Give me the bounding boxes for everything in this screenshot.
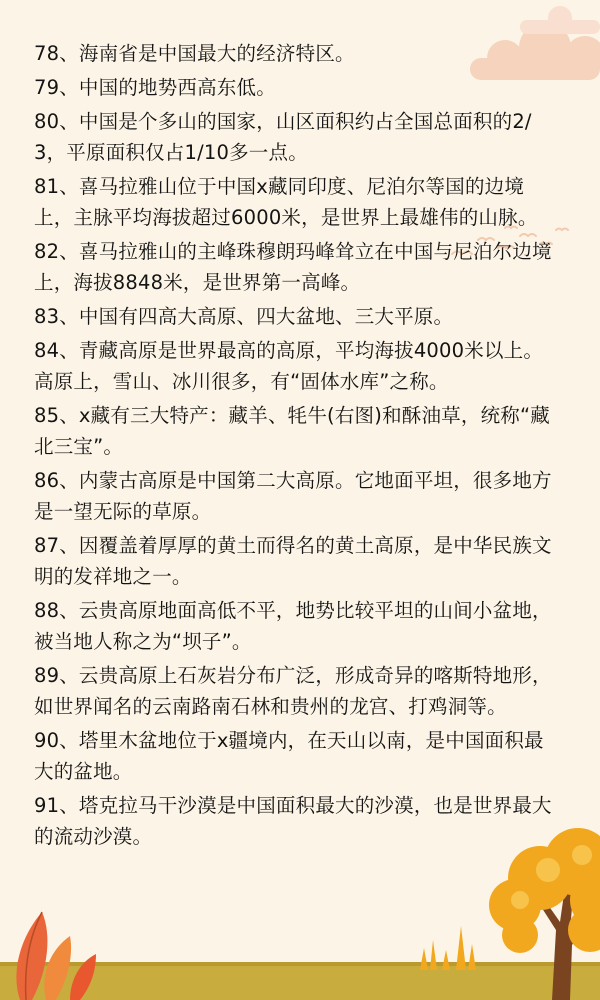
list-item: 91、塔克拉马干沙漠是中国面积最大的沙漠，也是世界最大的流动沙漠。 xyxy=(34,794,552,848)
leaf-icon xyxy=(16,912,96,1000)
list-item: 80、中国是个多山的国家，山区面积约占全国总面积的2/3，平原面积仅占1/10多一点。 xyxy=(34,110,532,164)
cloud-icon xyxy=(520,6,600,34)
list-item: 81、喜马拉雅山位于中国x藏同印度、尼泊尔等国的边境上，主脉平均海拔超过6000米，是世界上最雄伟的山脉。 xyxy=(34,175,538,229)
list-item: 86、内蒙古高原是中国第二大高原。它地面平坦，很多地方是一望无际的草原。 xyxy=(34,469,552,523)
list-item: 78、海南省是中国最大的经济特区。 xyxy=(34,42,355,65)
list-item: 90、塔里木盆地位于x疆境内，在天山以南，是中国面积最大的盆地。 xyxy=(34,729,544,783)
ground xyxy=(0,962,600,1000)
list-item: 82、喜马拉雅山的主峰珠穆朗玛峰耸立在中国与尼泊尔边境上，海拔8848米，是世界第一高峰。 xyxy=(34,240,552,294)
list-item: 79、中国的地势西高东低。 xyxy=(34,76,276,99)
list-item: 83、中国有四高大高原、四大盆地、三大平原。 xyxy=(34,305,454,328)
content-list xyxy=(34,38,558,855)
list-item: 84、青藏高原是世界最高的高原，平均海拔4000米以上。高原上，雪山、冰川很多，有“固体水库”之称。 xyxy=(34,339,544,393)
list-item: 89、云贵高原上石灰岩分布广泛，形成奇异的喀斯特地形，如世界闻名的云南路南石林和贵州的龙宫、打鸡洞等。 xyxy=(34,664,552,718)
list-item: 87、因覆盖着厚厚的黄土而得名的黄土高原，是中华民族文明的发祥地之一。 xyxy=(34,534,552,588)
list-item: 88、云贵高原地面高低不平，地势比较平坦的山间小盆地，被当地人称之为“坝子”。 xyxy=(34,599,552,653)
grass-icon xyxy=(420,926,476,970)
list-item: 85、x藏有三大特产：藏羊、牦牛(右图)和酥油草，统称“藏北三宝”。 xyxy=(34,404,550,458)
